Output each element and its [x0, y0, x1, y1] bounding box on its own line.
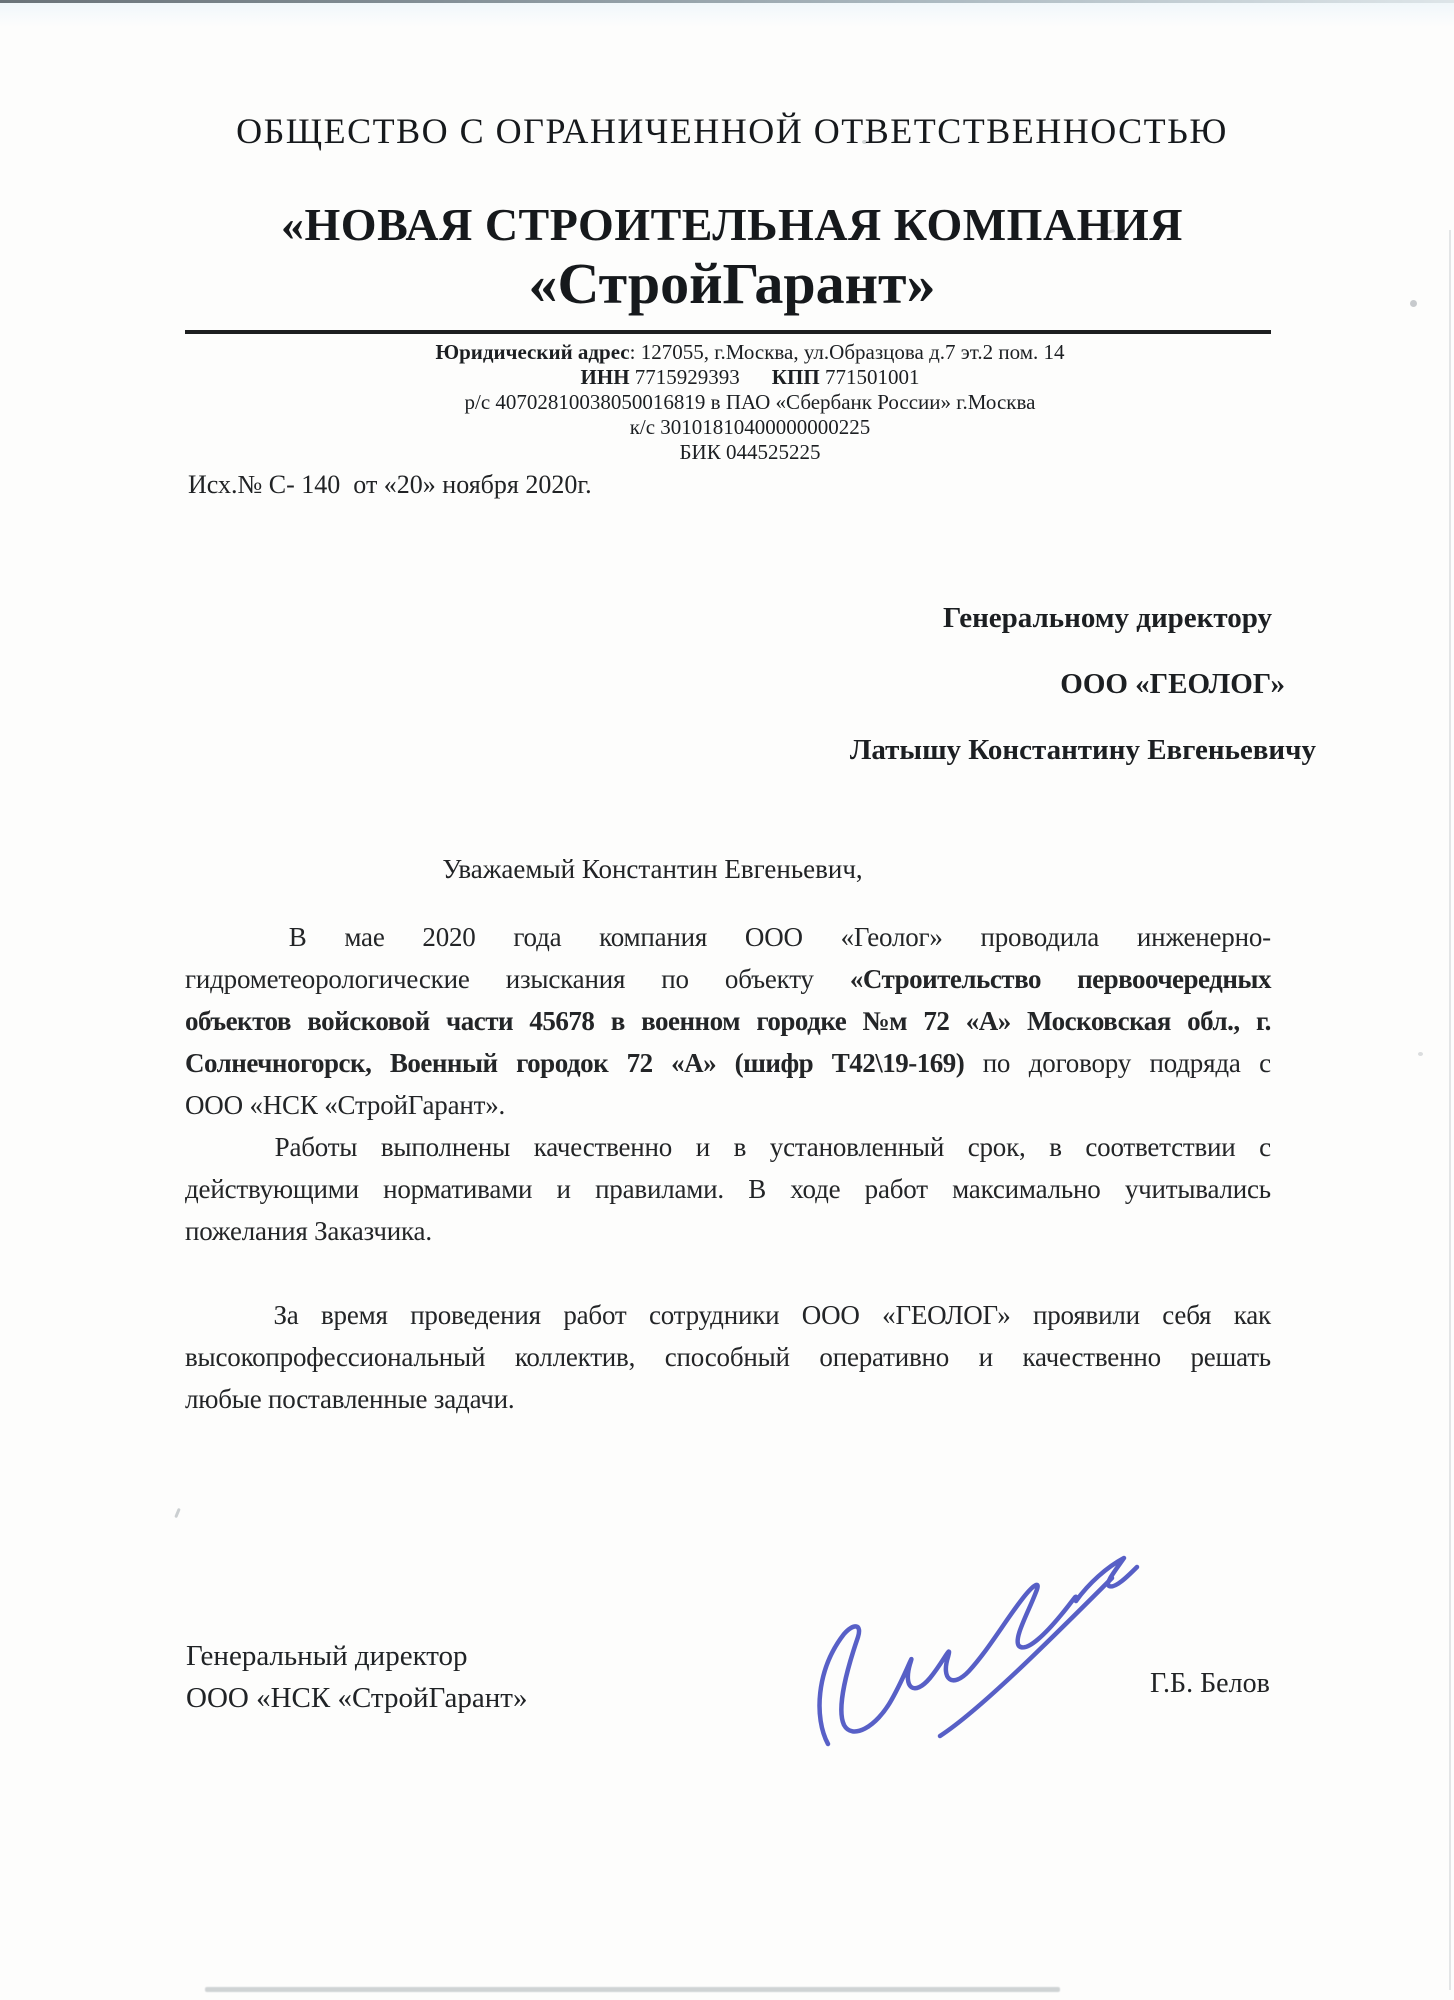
inn-kpp-line	[190, 365, 1310, 390]
company-name-line2: «СтройГарант»	[528, 251, 936, 316]
scan-artifact-speck	[174, 1508, 181, 1518]
body-line: гидрометеорологические изыскания по объекту «Строительство первоочередных	[185, 964, 1271, 994]
inn-value: 7715929393	[629, 365, 740, 389]
paragraph	[185, 1294, 1271, 1420]
signature-ink	[788, 1538, 1140, 1766]
scan-artifact-bottom-band	[205, 1987, 1060, 1992]
kpp-value: 771501001	[819, 365, 920, 389]
scan-artifact-right-edge	[1449, 230, 1451, 1990]
kpp-label: КПП	[771, 365, 820, 389]
scan-artifact-speck	[1410, 300, 1417, 307]
legal-address-label: Юридический адрес	[435, 340, 630, 364]
requisites-block	[190, 340, 1310, 465]
settlement-account-line: р/с 40702810038050016819 в ПАО «Сбербанк России» г.Москва	[464, 390, 1036, 414]
body-paragraphs	[185, 916, 1271, 1420]
inn-label: ИНН	[580, 365, 630, 389]
scan-artifact-top-tint	[0, 3, 1454, 27]
bik-line: БИК 044525225	[679, 440, 821, 464]
body-line: высокопрофессиональный коллектив, способный оперативно и качественно решать	[185, 1342, 1271, 1372]
letterhead-rule	[185, 330, 1271, 334]
body-line: объектов войсковой части 45678 в военном городке №м 72 «А» Московская обл., г.	[185, 1006, 1271, 1036]
body-line: пожелания Заказчика.	[185, 1216, 432, 1246]
body-line: За время проведения работ сотрудники ООО «ГЕОЛОГ» проявили себя как	[273, 1300, 1271, 1330]
signer-name: Г.Б. Белов	[1150, 1668, 1270, 1699]
body-line: Работы выполнены качественно и в установленный срок, в соответствии с	[274, 1132, 1271, 1162]
paragraph	[185, 1126, 1271, 1252]
paragraph	[185, 916, 1271, 1126]
company-name-line1: «НОВАЯ СТРОИТЕЛЬНАЯ КОМПАНИЯ	[281, 199, 1183, 250]
outgoing-ref: Исх.№ С- 140 от «20» ноября 2020г.	[188, 470, 592, 499]
signer-position-line2: ООО «НСК «СтройГарант»	[186, 1682, 528, 1714]
body-line: ООО «НСК «СтройГарант».	[185, 1090, 506, 1120]
body-line: любые поставленные задачи.	[185, 1384, 515, 1414]
legal-address-value: : 127055, г.Москва, ул.Образцова д.7 эт.2 пом. 14	[629, 340, 1065, 364]
salutation: Уважаемый Константин Евгеньевич,	[442, 854, 863, 884]
signer-position-line1: Генеральный директор	[186, 1640, 468, 1672]
recipient-company: ООО «ГЕОЛОГ»	[1060, 668, 1285, 700]
body-line: Солнечногорск, Военный городок 72 «А» (шифр Т42\19-169) по договору подряда с	[185, 1048, 1271, 1078]
correspondent-account-line: к/с 30101810400000000225	[629, 415, 871, 439]
body-line: действующими нормативами и правилами. В ходе работ максимально учитывались	[185, 1174, 1271, 1204]
body-line: В мае 2020 года компания ООО «Геолог» проводила инженерно-	[288, 922, 1271, 952]
scan-artifact-speck	[1418, 1052, 1423, 1056]
recipient-position: Генеральному директору	[942, 602, 1272, 634]
org-type-line: ОБЩЕСТВО С ОГРАНИЧЕННОЙ ОТВЕТСТВЕННОСТЬЮ	[236, 111, 1228, 151]
legal-address-line	[190, 340, 1310, 365]
recipient-name: Латышу Константину Евгеньевичу	[849, 734, 1316, 766]
